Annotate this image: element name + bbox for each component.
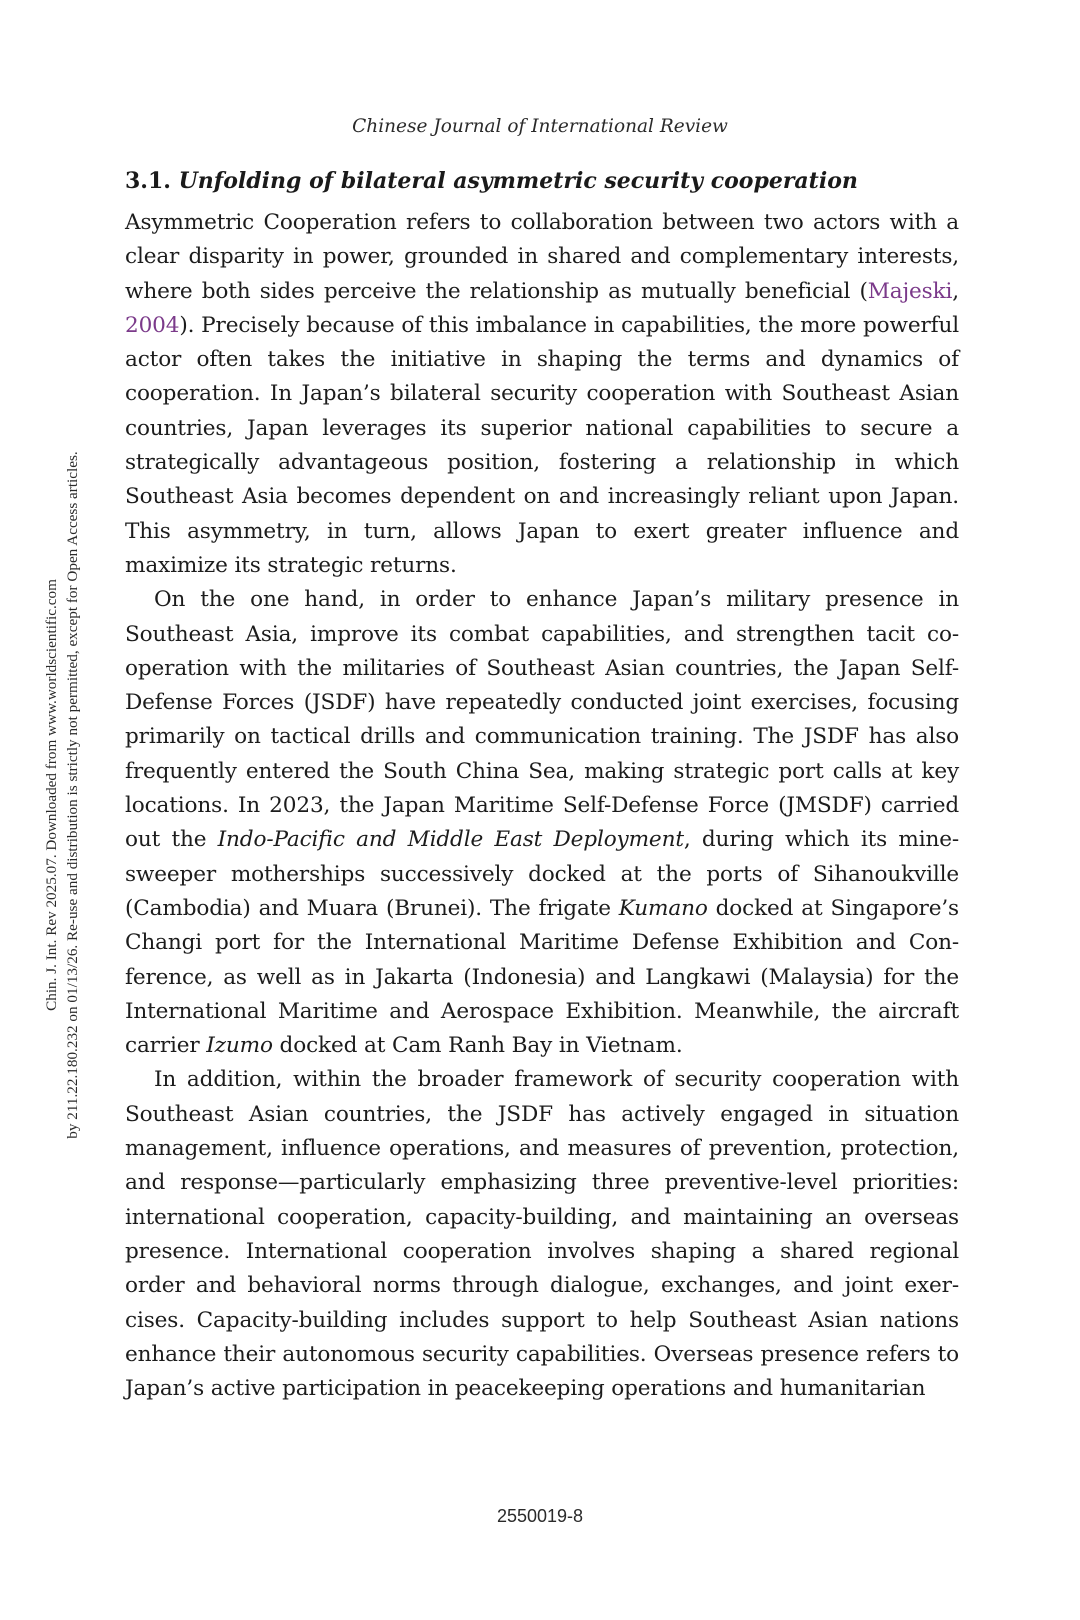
section-title: Unfolding of bilateral asymmetric security cooperation xyxy=(178,168,858,194)
download-notice-line-2: by 211.22.180.232 on 01/13/26. Re-use and distribution is strictly not permitted, except for Open Access articles. xyxy=(64,451,81,1139)
section-heading xyxy=(125,164,959,198)
running-head: Chinese Journal of International Review xyxy=(352,116,728,137)
paragraph-2-text-a: On the one hand, in order to enhance Japan’s military presence in Southeast Asia, improve its combat capabilities, and strengthen tacit co-operation with the militaries of Southeast Asian countries, the Japan Self-Defense Forces (JSDF) have repeatedly conducted joint exercises, focusing primarily on tactical drills and communication training. The JSDF has also frequently entered the South China Sea, making strategic port calls at key locations. In 2023, the Japan Maritime Self-Defense Force (JMSDF) carried out the xyxy=(125,587,959,853)
section-number: 3.1. xyxy=(125,168,171,194)
paragraph-1-text-a: Asymmetric Cooperation refers to collaboration between two actors with a clear disparity in power, grounded in shared and complementary interests, where both sides perceive the relationship as mutually beneficial ( xyxy=(125,210,959,304)
download-notice-line-1: Chin. J. Int. Rev 2025.07. Downloaded from www.worldscientific.com xyxy=(43,579,60,1011)
paragraph-2-italic-deployment: Indo-Pacific and Middle East Deployment xyxy=(217,827,684,853)
paragraph-1 xyxy=(125,206,959,583)
citation-year-link[interactable]: 2004 xyxy=(125,312,180,338)
article-body xyxy=(125,164,959,1406)
citation-author-link[interactable]: Majeski xyxy=(867,278,953,304)
paragraph-2 xyxy=(125,583,959,1063)
paragraph-2-text-c: docked at Singapore’s Changi port for the International Maritime Defense Exhibition and Con-ference, as well as in Jakarta (Indonesia) and Langkawi (Malaysia) for the International Maritime and Aerospace Exhibition. Meanwhile, the aircraft carrier xyxy=(125,895,959,1059)
download-notice xyxy=(41,385,83,1205)
citation-separator: , xyxy=(952,278,959,304)
paragraph-2-text-b: , during which its mine-sweeper motherships successively docked at the ports of Sihanoukville (Cambodia) and Muara (Brunei). The frigate xyxy=(125,827,959,921)
paragraph-2-italic-kumano: Kumano xyxy=(618,895,708,921)
paragraph-2-italic-izumo: Izumo xyxy=(206,1033,273,1059)
paragraph-2-text-d: docked at Cam Ranh Bay in Vietnam. xyxy=(272,1033,683,1059)
paragraph-3: In addition, within the broader framework of security cooperation with Southeast Asian countries, the JSDF has actively engaged in situation management, influence operations, and measures of prevention, protection, and response—particularly emphasizing three preventive-level priorities: international cooperation, capacity-building, and maintaining an overseas presence. International cooperation involves shaping a shared regional order and behavioral norms through dialogue, exchanges, and joint exer-cises. Capacity-building includes support to help Southeast Asian nations enhance their autonomous security capabilities. Overseas presence refers to Japan’s active participation in peacekeeping operations and humanitarian xyxy=(125,1067,959,1402)
page-number: 2550019-8 xyxy=(496,1506,584,1526)
paragraph-1-text-b: ). Precisely because of this imbalance in capabilities, the more powerful actor often takes the initiative in shaping the terms and dynamics of cooperation. In Japan’s bilateral security cooperation with Southeast Asian countries, Japan leverages its superior national capabilities to secure a strategically advantageous position, fostering a relationship in which Southeast Asia becomes dependent on and increasingly reliant upon Japan. This asymmetry, in turn, allows Japan to exert greater influence and maximize its strategic returns. xyxy=(125,312,959,578)
